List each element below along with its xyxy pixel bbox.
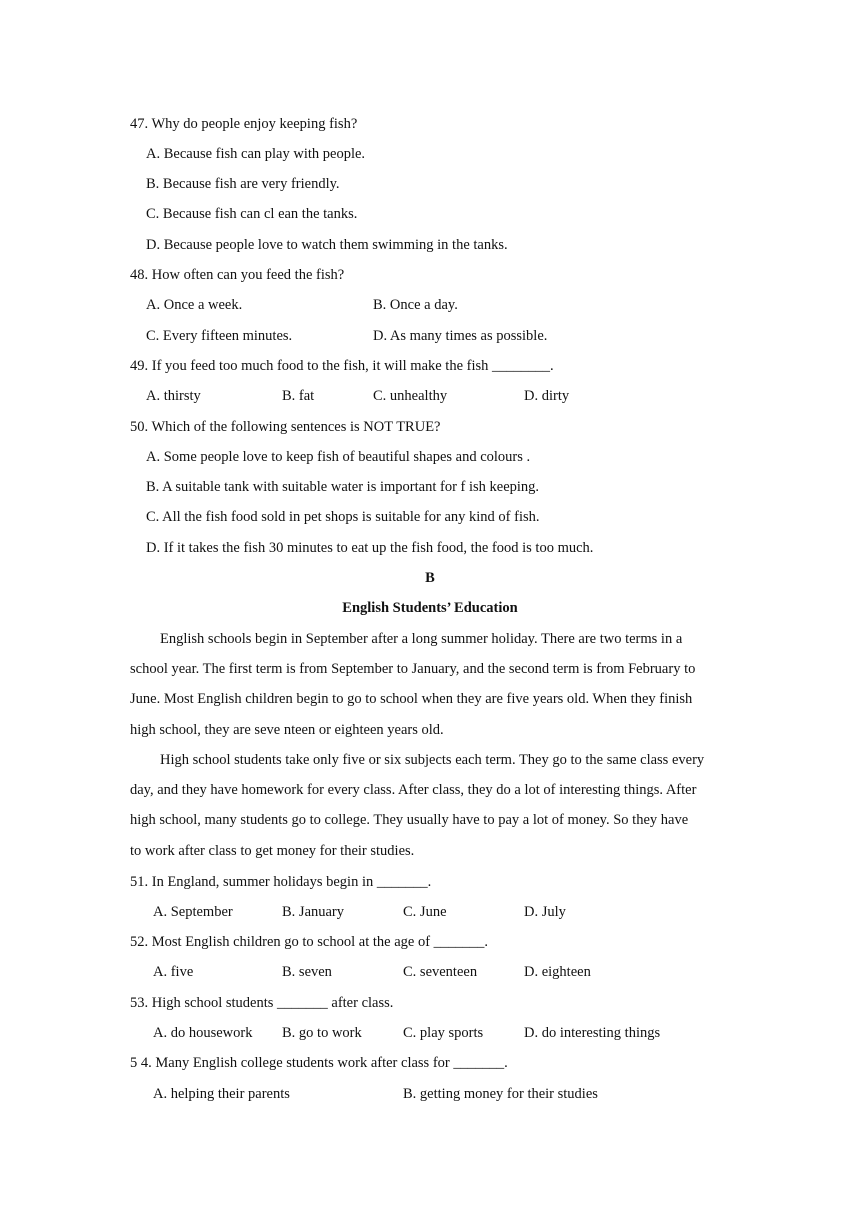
q48-option-b: B. Once a day. [373, 297, 458, 313]
q53-option-b: B. go to work [282, 1025, 362, 1041]
passage-line: high school, many students go to college. They usually have to pay a lot of money. So they have [130, 812, 689, 829]
q47-option-b: B. Because fish are very friendly. [146, 176, 340, 192]
q50-option-a: A. Some people love to keep fish of beautiful shapes and colours . [146, 449, 531, 465]
q52-option-b: B. seven [282, 964, 332, 980]
question-52: 52. Most English children go to school at the age of _______. [130, 934, 489, 950]
question-49: 49. If you feed too much food to the fish, it will make the fish ________. [130, 358, 554, 374]
passage-line: high school, they are seve nteen or eighteen years old. [130, 721, 444, 738]
q49-option-c: C. unhealthy [373, 388, 448, 404]
passage-paragraph-1 [130, 624, 732, 745]
q54-option-a: A. helping their parents [153, 1086, 290, 1102]
passage-line: to work after class to get money for their studies. [130, 842, 415, 859]
q53-option-a: A. do housework [153, 1025, 253, 1041]
question-51: 51. In England, summer holidays begin in _______. [130, 874, 432, 890]
q47-option-d: D. Because people love to watch them swimming in the tanks. [146, 237, 508, 253]
q51-option-d: D. July [524, 904, 566, 920]
section-letter: B [425, 570, 435, 586]
q48-option-d: D. As many times as possible. [373, 328, 548, 344]
q53-option-c: C. play sports [403, 1025, 484, 1041]
q50-option-d: D. If it takes the fish 30 minutes to eat up the fish food, the food is too much. [146, 540, 594, 556]
question-54: 5 4. Many English college students work after class for _______. [130, 1055, 508, 1071]
passage-line: English schools begin in September after a long summer holiday. There are two terms in a [160, 631, 683, 647]
question-48: 48. How often can you feed the fish? [130, 267, 345, 283]
q49-option-d: D. dirty [524, 388, 570, 404]
passage-line: day, and they have homework for every class. After class, they do a lot of interesting things. After [130, 782, 697, 799]
q52-option-a: A. five [153, 964, 194, 980]
q51-option-b: B. January [282, 904, 345, 920]
q48-option-c: C. Every fifteen minutes. [146, 328, 293, 344]
q51-option-a: A. September [153, 904, 233, 920]
q48-option-a: A. Once a week. [146, 297, 243, 313]
passage-title: English Students’ Education [342, 600, 518, 616]
question-53: 53. High school students _______ after class. [130, 995, 394, 1011]
passage-line: June. Most English children begin to go to school when they are five years old. When they finish [130, 691, 693, 708]
q53-option-d: D. do interesting things [524, 1025, 661, 1041]
q52-option-d: D. eighteen [524, 964, 591, 980]
question-50: 50. Which of the following sentences is NOT TRUE? [130, 419, 441, 435]
q52-option-c: C. seventeen [403, 964, 478, 980]
passage-paragraph-2 [130, 745, 732, 866]
q47-option-a: A. Because fish can play with people. [146, 146, 366, 162]
q54-option-b: B. getting money for their studies [403, 1086, 598, 1102]
q49-option-a: A. thirsty [146, 388, 201, 404]
q51-option-c: C. June [403, 904, 447, 920]
question-47: 47. Why do people enjoy keeping fish? [130, 116, 358, 132]
q50-option-c: C. All the fish food sold in pet shops is suitable for any kind of fish. [146, 509, 540, 525]
q47-option-c: C. Because fish can cl ean the tanks. [146, 206, 358, 222]
passage-line: High school students take only five or six subjects each term. They go to the same class every [160, 752, 705, 768]
q49-option-b: B. fat [282, 388, 315, 404]
q50-option-b: B. A suitable tank with suitable water is important for f ish keeping. [146, 479, 540, 495]
passage-line: school year. The first term is from September to January, and the second term is from February to [130, 661, 696, 678]
